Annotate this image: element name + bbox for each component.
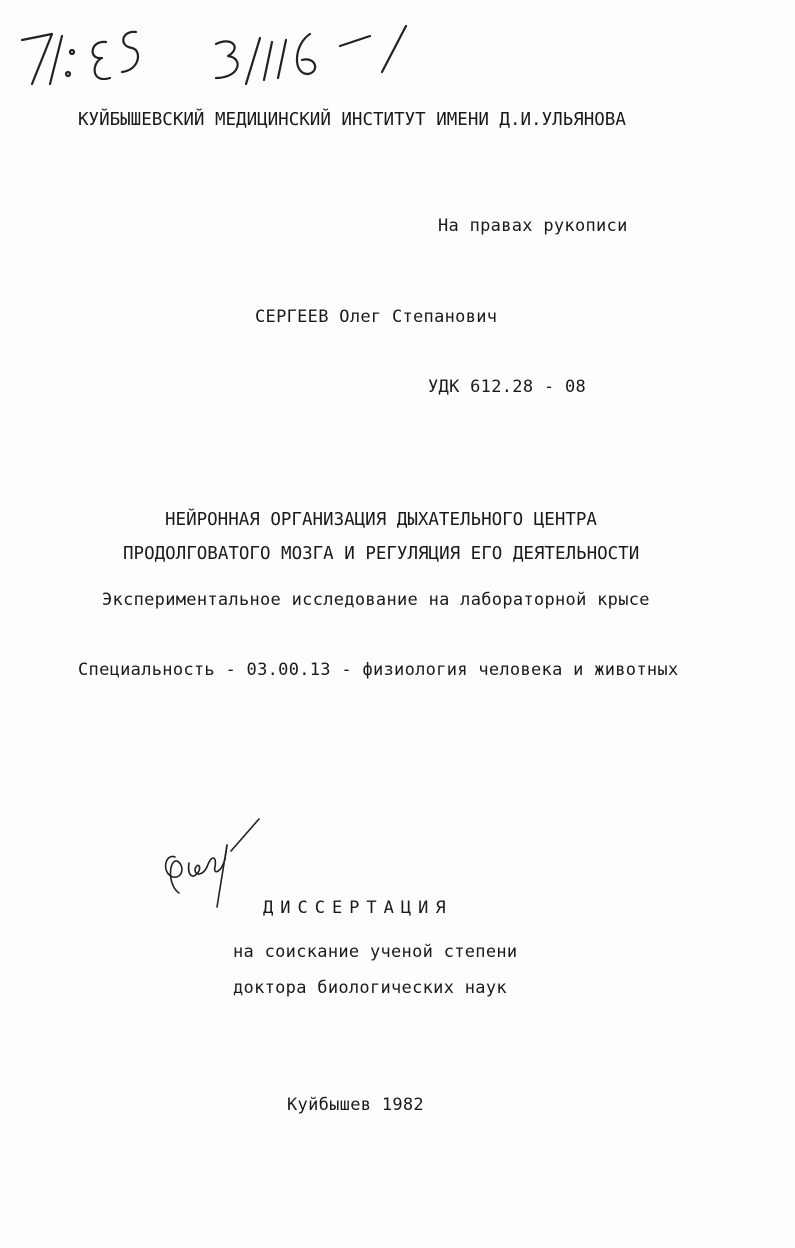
subtitle: Экспериментальное исследование на лабораторной крысе (102, 590, 650, 610)
author-name: СЕРГЕЕВ Олег Степанович (255, 307, 498, 327)
handwritten-signature (155, 815, 265, 910)
udk-code: УДК 612.28 - 08 (428, 377, 587, 397)
degree-line-2: доктора биологических наук (233, 978, 507, 998)
institute-name: КУЙБЫШЕВСКИЙ МЕДИЦИНСКИЙ ИНСТИТУТ ИМЕНИ Д.И.УЛЬЯНОВА (78, 110, 626, 130)
city-and-year: Куйбышев 1982 (287, 1095, 424, 1115)
title-line-1: НЕЙРОННАЯ ОРГАНИЗАЦИЯ ДЫХАТЕЛЬНОГО ЦЕНТРА (165, 510, 597, 530)
degree-line-1: на соискание ученой степени (233, 942, 518, 962)
archive-mark (10, 12, 430, 87)
document-type: ДИССЕРТАЦИЯ (263, 898, 453, 918)
specialty: Специальность - 03.00.13 - физиология человека и животных (78, 660, 679, 680)
title-line-2: ПРОДОЛГОВАТОГО МОЗГА И РЕГУЛЯЦИЯ ЕГО ДЕЯТЕЛЬНОСТИ (123, 544, 640, 564)
manuscript-rights-note: На правах рукописи (438, 216, 628, 236)
